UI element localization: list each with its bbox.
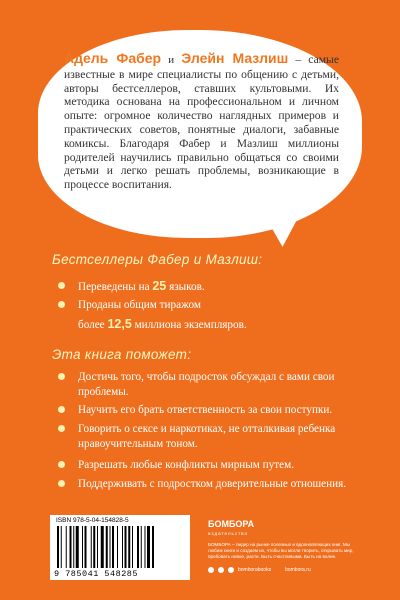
bullet-icon <box>58 282 65 289</box>
bullet-icon <box>58 425 65 432</box>
bestseller-item-copies: Проданы общим тиражом более 12,5 миллиона экземпляров. <box>78 298 348 332</box>
bullet-icon <box>58 461 65 468</box>
website-link: bombora.ru <box>285 567 311 573</box>
book-helps-heading: Эта книга поможет: <box>52 347 192 362</box>
bullet-icon <box>58 406 65 413</box>
publisher-logo: БОМБОРА издательство <box>208 519 255 536</box>
barcode-bars <box>55 526 185 568</box>
youtube-icon <box>228 567 234 573</box>
conjunction: и <box>168 54 175 66</box>
barcode <box>50 515 190 580</box>
author-description <box>64 52 339 192</box>
speech-bubble-tail <box>268 215 304 248</box>
languages-count: 25 <box>152 279 167 293</box>
help-item: Разрешать любые конфликты мирным путем. <box>78 458 348 473</box>
publisher-social <box>208 567 311 573</box>
instagram-icon <box>218 567 224 573</box>
author-name-faber: Адель Фабер <box>64 50 162 66</box>
publisher-description: БОМБОРА – лидер на рынке полезных и вдохновляющих книг. Мы любим книги и создаем их, чтобы вы могли творить, открывать мир, пробовать новое, расти. Быть счастливыми. Быть на волне. <box>208 542 354 559</box>
bullet-icon <box>58 480 65 487</box>
copies-count: 12,5 <box>107 316 132 331</box>
bullet-icon <box>58 301 65 308</box>
help-item: Говорить о сексе и наркотиках, не отталкивая ребенка нравоучительным тоном. <box>78 422 348 451</box>
bullet-icon <box>58 373 65 380</box>
bestseller-item-languages: Переведены на 25 языков. <box>78 279 348 295</box>
author-name-mazlish: Элейн Мазлиш <box>181 50 289 66</box>
help-item: Поддерживать с подростком доверительные отношения. <box>78 477 348 492</box>
social-handle: bomborabooks <box>238 567 272 573</box>
isbn-label: ISBN 978-5-04-154828-5 <box>56 517 129 524</box>
vk-icon <box>208 567 214 573</box>
author-bio: – самые известные в мире специалисты по общению с детьми, авторы бестселлеров, ставших культовыми. Их методика основана на профессиональном и личном опыте: огромное количество наглядных примеров и практических советов, понятные диалоги, забавные комиксы. Благодаря Фабер и Мазлиш миллионы родителей научились правильно общаться со своими детьми и легко решать проблемы, возникающие в процессе воспитания. <box>64 53 339 192</box>
barcode-number: 9 785041 548285 <box>54 569 139 579</box>
bestsellers-heading: Бестселлеры Фабер и Мазлиш: <box>52 252 263 267</box>
help-item: Научить его брать ответственность за свои поступки. <box>78 403 348 418</box>
help-item: Достичь того, чтобы подросток обсуждал с вами свои проблемы. <box>78 370 348 399</box>
